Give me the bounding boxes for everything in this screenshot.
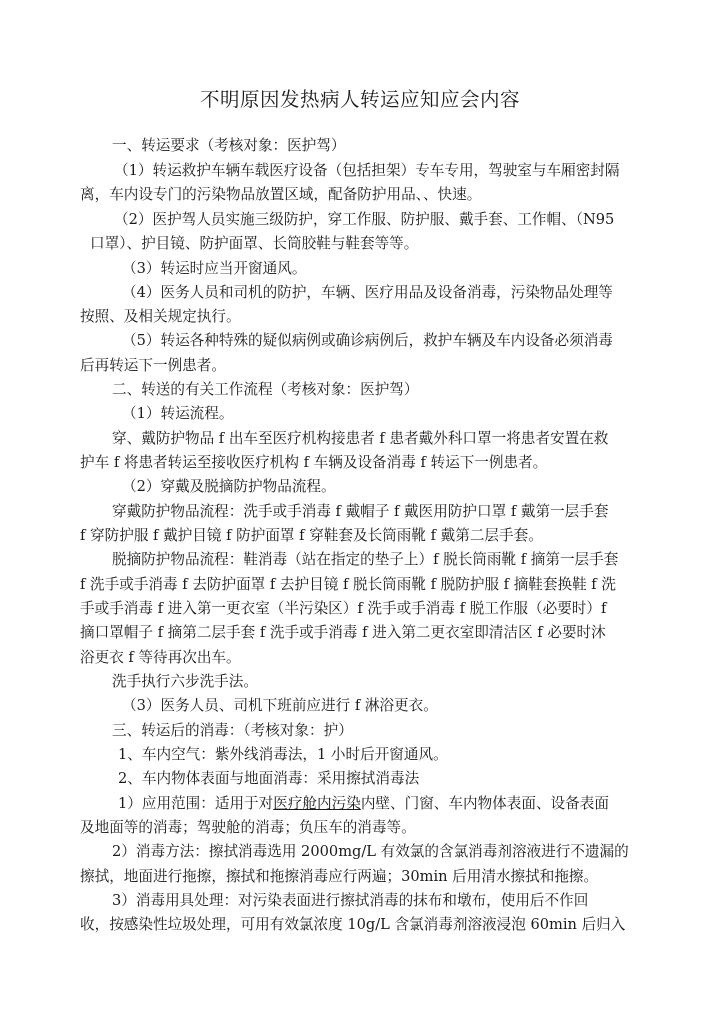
- paragraph-line: 摘口罩帽子 f 摘第二层手套 f 洗手或手消毒 f 进入第二更衣室即清洁区 f 必要时沐: [80, 624, 606, 641]
- paragraph-line: （3）转运时应当开窗通风。: [122, 260, 307, 277]
- paragraph-line: 3）消毒用具处理：对污染表面进行擦拭消毒的抹布和墩布，使用后不作回: [112, 892, 589, 909]
- paragraph-line: 1、车内空气：紫外线消毒法，1 小时后开窗通风。: [118, 746, 448, 763]
- line-text: 内壁、门窗、车内物体表面、设备表面: [360, 795, 609, 812]
- paragraph-line: 洗手执行六步洗手法。: [112, 673, 258, 690]
- paragraph-line: 口罩）、护目镜、防护面罩、长筒胶鞋与鞋套等等。: [90, 235, 419, 252]
- paragraph-line: f 穿防护服 f 戴护目镜 f 防护面罩 f 穿鞋套及长筒雨靴 f 戴第二层手套。: [80, 527, 543, 544]
- paragraph-line: （1）转运救护车辆车载医疗设备（包括担架）专车专用，驾驶室与车厢密封隔: [114, 162, 620, 179]
- paragraph-line: 按照、及相关规定执行。: [80, 308, 241, 325]
- paragraph-line: （2）医护驾人员实施三级防护，穿工作服、防护服、戴手套、工作帽、（N95: [114, 211, 615, 228]
- paragraph-line: 穿、戴防护物品 f 出车至医疗机构接患者 f 患者戴外科口罩一将患者安置在救: [112, 430, 609, 447]
- section-heading-1: 一、转运要求（考核对象：医护驾）: [112, 137, 346, 154]
- paragraph-line: 及地面等的消毒；驾驶舱的消毒；负压车的消毒等。: [80, 819, 416, 836]
- paragraph-line: 护车 f 将患者转运至接收医疗机构 f 车辆及设备消毒 f 转运下一例患者。: [80, 454, 548, 471]
- section-heading-3: 三、转运后的消毒：（考核对象：护）: [112, 722, 353, 739]
- paragraph-line: [118, 794, 609, 814]
- paragraph-line: （1）转运流程。: [122, 405, 234, 422]
- paragraph-line: 2、车内物体表面与地面消毒：采用擦拭消毒法: [118, 770, 420, 787]
- line-text: 1）应用范围：适用于对: [118, 795, 274, 812]
- section-heading-2: 二、转送的有关工作流程（考核对象：医护驾）: [112, 381, 419, 398]
- paragraph-line: 后再转运下一例患者。: [80, 357, 226, 374]
- paragraph-line: 穿戴防护物品流程：洗手或手消毒 f 戴帽子 f 戴医用防护口罩 f 戴第一层手套: [112, 503, 609, 520]
- paragraph-line: f 洗手或手消毒 f 去防护面罩 f 去护目镜 f 脱长筒雨靴 f 脱防护服 f 摘鞋套换鞋 f 洗: [80, 576, 616, 593]
- paragraph-line: 离，车内设专门的污染物品放置区域，配备防护用品、、快速。: [80, 186, 482, 203]
- paragraph-line: （3）医务人员、司机下班前应进行 f 淋浴更衣。: [122, 697, 438, 714]
- paragraph-line: 手或手消毒 f 进入第一更衣室（半污染区）f 洗手或手消毒 f 脱工作服（必要时）f: [80, 600, 607, 617]
- paragraph-line: 浴更衣 f 等待再次出车。: [80, 649, 241, 666]
- paragraph-line: 擦拭，地面进行拖擦，擦拭和拖擦消毒应行两遍；30min 后用清水擦拭和拖擦。: [80, 868, 599, 885]
- paragraph-line: （4）医务人员和司机的防护，车辆、医疗用品及设备消毒，污染物品处理等: [122, 284, 613, 301]
- paragraph-line: （5）转运各种特殊的疑似病例或确诊病例后，救护车辆及车内设备必须消毒: [122, 332, 613, 349]
- paragraph-line: 收，按感染性垃圾处理，可用有效氯浓度 10g/L 含氯消毒剂溶液浸泡 60min 后归入: [80, 916, 626, 933]
- underlined-text: 医疗舱内污染: [273, 795, 361, 812]
- document-title: 不明原因发热病人转运应知应会内容: [199, 88, 520, 111]
- paragraph-line: （2）穿戴及脱摘防护物品流程。: [122, 478, 336, 495]
- paragraph-line: 2）消毒方法：擦拭消毒选用 2000mg/L 有效氯的含氯消毒剂溶液进行不遗漏的: [112, 843, 629, 860]
- paragraph-line: 脱摘防护物品流程：鞋消毒（站在指定的垫子上）f 脱长筒雨靴 f 摘第一层手套: [112, 551, 619, 568]
